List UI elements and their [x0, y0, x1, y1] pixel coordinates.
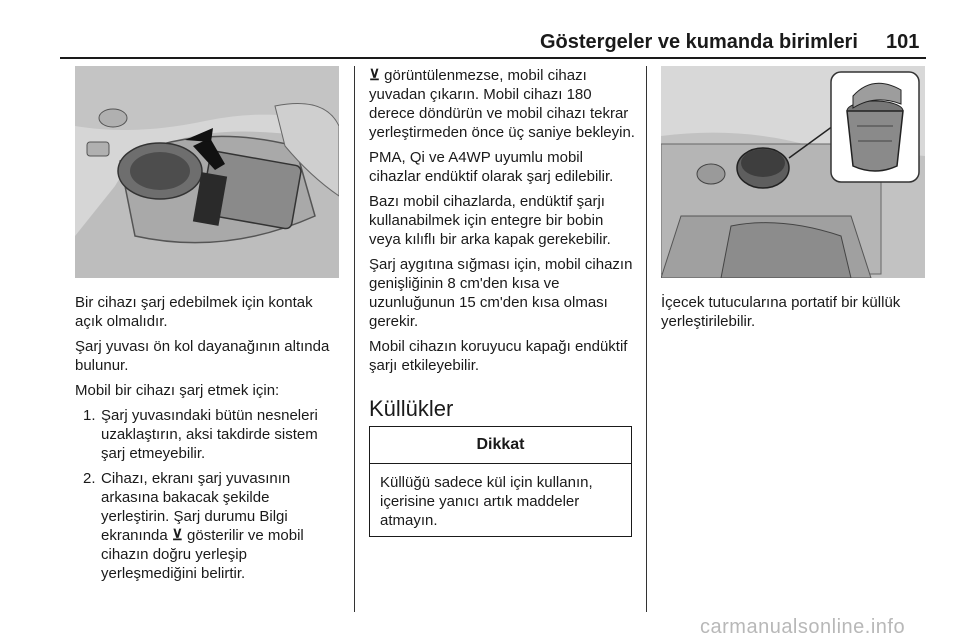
paragraph-cover: Mobil cihazın koruyucu kapağı endüktif şarjı etkileyebilir. — [369, 338, 628, 374]
paragraph-retry-text: görüntülenmezse, mobil cihazı yuvadan çıkarın. Mobil cihazı 180 derece döndürün ve mobil cihazı tekrar yerleştirmeden önce üç saniye bekleyin. — [369, 67, 635, 141]
paragraph-intro: Mobil bir cihazı şarj etmek için: — [75, 382, 280, 399]
header-rule — [60, 57, 926, 59]
column-divider-2 — [646, 66, 647, 612]
list-item — [75, 406, 341, 463]
steps-list — [75, 406, 341, 583]
middle-column — [369, 66, 635, 423]
watermark: carmanualsonline.info — [700, 616, 906, 638]
list-item — [75, 469, 341, 583]
paragraph-retry — [369, 66, 635, 142]
section-heading-ashtray: Küllükler — [369, 396, 454, 421]
paragraph-ignition: Bir cihazı şarj edebilmek için kontak açık olmalıdır. — [75, 294, 313, 330]
page-number: 101 — [886, 31, 920, 53]
notice-title: Dikkat — [370, 427, 631, 464]
section-title: Göstergeler ve kumanda birimleri — [540, 31, 858, 53]
step-text-continued: gösterilir ve mobil cihazın doğru yerleşip yerleşmediğini belirtir. — [101, 527, 304, 582]
charge-symbol-icon: ⊻ — [171, 527, 183, 544]
step-text: Şarj yuvasındaki bütün nesneleri uzaklaştırın, aksi takdirde sistem şarj etmeyebilir. — [101, 407, 318, 462]
left-column — [75, 293, 341, 589]
charge-symbol-icon: ⊻ — [369, 67, 380, 84]
notice-box — [369, 426, 632, 537]
step-text: Cihazı, ekranı şarj yuvasının arkasına bakacak şekilde yerleştirin. Şarj durumu Bilgi ekranında — [101, 470, 291, 544]
paragraph-size: Şarj aygıtına sığması için, mobil cihazın genişliğinin 8 cm'den kısa ve uzunluğunun 15 cm'den kısa olması gerekir. — [369, 256, 633, 330]
paragraph-coil: Bazı mobil cihazlarda, endüktif şarjı kullanabilmek için entegre bir bobin veya kılıflı bir arka kapak gerekebilir. — [369, 193, 611, 248]
paragraph-ashtray: İçecek tutucularına portatif bir küllük yerleştirilebilir. — [661, 294, 901, 330]
column-divider-1 — [354, 66, 355, 612]
charging-cradle-illustration — [75, 66, 339, 278]
paragraph-standards: PMA, Qi ve A4WP uyumlu mobil cihazlar endüktif olarak şarj edilebilir. — [369, 149, 614, 185]
notice-body: Küllüğü sadece kül için kullanın, içerisine yanıcı artık maddeler atmayın. — [380, 474, 593, 529]
page-header — [0, 0, 960, 60]
step-number: 1. — [83, 407, 96, 424]
ashtray-illustration — [661, 66, 925, 278]
paragraph-location: Şarj yuvası ön kol dayanağının altında bulunur. — [75, 338, 330, 374]
step-number: 2. — [83, 470, 96, 487]
right-column — [661, 293, 927, 337]
